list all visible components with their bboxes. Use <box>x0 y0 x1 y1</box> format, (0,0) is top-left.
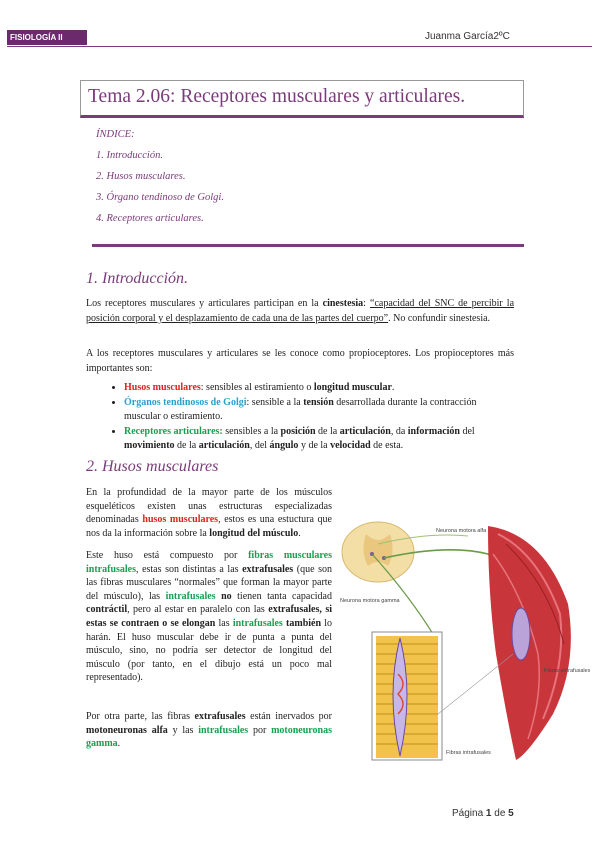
course-tag: FISIOLOGÍA II <box>7 30 87 45</box>
intro-paragraph-2: A los receptores musculares y articulares se les conoce como propioceptores. Los propioceptores más importantes son: <box>86 348 514 374</box>
list-item: • Husos musculares: sensibles al estiramiento o longitud muscular. <box>124 381 514 395</box>
header-divider <box>7 46 592 47</box>
propioceptor-list <box>86 381 514 454</box>
muscle-spindle-illustration <box>338 514 590 764</box>
section-heading-introduccion: 1. Introducción. <box>86 270 189 287</box>
label-gamma-motor-neuron: Neurona motora gamma <box>340 598 400 604</box>
husos-paragraph-3: Por otra parte, las fibras extrafusales están inervados por motoneuronas alfa y las intrafusales por motoneuronas gamma. <box>86 711 332 750</box>
label-extrafusal-fibers: Fibras extrafusales <box>544 668 590 674</box>
husos-paragraph-2: Este huso está compuesto por fibras musculares intrafusales, estas son distintas a las extrafusales (que son las fibras musculares “normales” que forman la mayor parte del músculo), las intrafusales no tienen tanta capacidad contráctil, pero al estar en paralelo con las extrafusales, si estas se contraen o se elongan las intrafusales también lo harán. El huso muscular debe ir de punta a punta del músculo, sino, no podría ser detector de longitud del músculo (por tanto, en el dibujo está un poco mal representado). <box>86 550 333 684</box>
index-heading: ÍNDICE: <box>96 129 135 140</box>
list-item: • Receptores articulares: sensibles a la posición de la articulación, da información del movimiento de la articulación, del ángulo y de la velocidad de esta. <box>124 425 514 453</box>
index-item[interactable]: 4. Receptores articulares. <box>96 213 204 224</box>
page-footer: Página 1 de 5 <box>452 808 514 819</box>
index-item[interactable]: 1. Introducción. <box>96 150 163 161</box>
list-item: • Órganos tendinosos de Golgi: sensible a la tensión desarrollada durante la contracción muscular o estiramiento. <box>124 396 514 424</box>
index-item[interactable]: 2. Husos musculares. <box>96 171 186 182</box>
author-name: Juanma García2ºC <box>425 31 510 42</box>
husos-paragraph-1: En la profundidad de la mayor parte de los músculos esqueléticos existen unas estructuras especializadas denominadas husos musculares, estos es una estuctura que nos da la información sobre la longitud del músculo. <box>86 487 332 539</box>
label-alpha-motor-neuron: Neurona motora alfa <box>436 528 487 534</box>
page-title: Tema 2.06: Receptores musculares y articulares. <box>88 86 466 107</box>
label-intrafusal-fibers: Fibras intrafusales <box>446 750 491 756</box>
intro-paragraph-1: Los receptores musculares y articulares participan en la cinestesia: “capacidad del SNC de percibir la posición corporal y el desplazamiento de cada una de las partes del cuerpo”. No confundir sinestesia. <box>86 298 515 324</box>
index-item[interactable]: 3. Órgano tendinoso de Golgi. <box>96 192 224 203</box>
index-divider <box>92 244 524 247</box>
section-heading-husos: 2. Husos musculares <box>86 458 219 475</box>
